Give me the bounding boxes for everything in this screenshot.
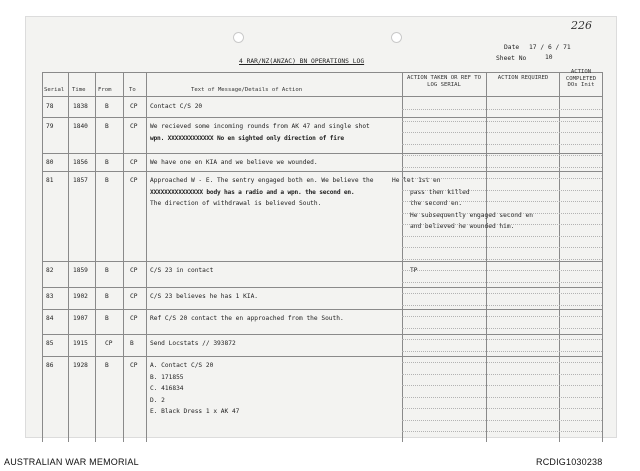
cell-to: CP — [130, 123, 138, 130]
ruled-line — [402, 328, 602, 329]
ruled-line — [402, 316, 602, 317]
ruled-line — [402, 282, 602, 283]
message-line: C/S 23 in contact — [150, 267, 214, 274]
cell-from: B — [105, 267, 109, 274]
ruled-line — [402, 178, 602, 179]
ruled-line — [402, 213, 602, 214]
table-top-border — [42, 72, 602, 73]
cell-time: 1902 — [73, 293, 88, 300]
message-line: We recieved some incoming rounds from AK 47 and single shot — [150, 123, 370, 130]
cell-from: B — [105, 123, 109, 130]
col-divider — [68, 72, 69, 442]
ruled-line — [402, 236, 602, 237]
cell-time: 1840 — [73, 123, 88, 130]
sheet-label: Sheet No — [496, 55, 527, 62]
cell-to: CP — [130, 103, 138, 110]
ruled-line — [402, 293, 602, 294]
col-divider — [559, 72, 560, 442]
message-line: Ref C/S 20 contact the en approached from the South. — [150, 315, 344, 322]
cell-from: CP — [105, 340, 113, 347]
cell-time: 1857 — [73, 177, 88, 184]
cell-to: CP — [130, 177, 138, 184]
message-line: C. 416834 — [150, 385, 184, 392]
sheet-value: 10 — [545, 54, 553, 61]
message-line: wpn. XXXXXXXXXXXXX No en sighted only direction of fire — [150, 134, 344, 142]
cell-from: B — [105, 103, 109, 110]
cell-serial: 83 — [46, 293, 54, 300]
ruled-line — [402, 385, 602, 386]
ruled-line — [402, 201, 602, 202]
col-divider — [123, 72, 124, 442]
cell-to: CP — [130, 159, 138, 166]
ruled-line — [402, 362, 602, 363]
cell-to: CP — [130, 293, 138, 300]
row-divider — [42, 334, 602, 335]
row-divider — [42, 171, 602, 172]
ruled-line — [402, 339, 602, 340]
message-line: Approached W - E. The sentry engaged both en. We believe the — [150, 177, 374, 184]
cell-time: 1915 — [73, 340, 88, 347]
ruled-line — [402, 247, 602, 248]
cell-time: 1856 — [73, 159, 88, 166]
action-note: pass then killed — [410, 188, 470, 196]
cell-time: 1928 — [73, 362, 88, 369]
action-note: TP — [410, 267, 418, 274]
col-header-text: Text of Message/Details of Action — [191, 87, 303, 93]
col-divider — [146, 72, 147, 442]
ruled-line — [402, 144, 602, 145]
cell-serial: 78 — [46, 103, 54, 110]
ruled-line — [402, 397, 602, 398]
col-header-action-taken: ACTION TAKEN OR REF TO LOG SERIAL — [406, 75, 482, 88]
message-line: B. 171855 — [150, 373, 184, 381]
ruled-line — [402, 132, 602, 133]
ruled-line — [402, 270, 602, 271]
cell-from: B — [105, 177, 109, 184]
action-note: and believed he wounded him. — [410, 223, 515, 230]
cell-serial: 80 — [46, 159, 54, 166]
ruled-line — [402, 420, 602, 421]
col-divider — [95, 72, 96, 442]
message-line: The direction of withdrawal is believed South. — [150, 200, 322, 207]
cell-serial: 85 — [46, 340, 54, 347]
row-divider — [42, 356, 602, 357]
col-divider — [402, 72, 403, 442]
ruled-line — [402, 305, 602, 306]
row-divider — [42, 261, 602, 262]
col-header-to: To — [129, 87, 136, 93]
cell-serial: 81 — [46, 177, 54, 184]
ruled-line — [402, 155, 602, 156]
message-line: E. Black Dress 1 x AK 47 — [150, 408, 240, 415]
row-divider — [42, 309, 602, 310]
cell-to: CP — [130, 315, 138, 322]
header-bottom-border — [42, 96, 602, 97]
action-note: He let 1st en — [392, 177, 441, 184]
message-line: A. Contact C/S 20 — [150, 362, 214, 369]
cell-from: B — [105, 362, 109, 369]
cell-to: CP — [130, 362, 138, 369]
message-line: Send Locstats // 393872 — [150, 340, 236, 347]
message-line: C/S 23 believes he has 1 KIA. — [150, 293, 259, 300]
date-value: 17 / 6 / 71 — [529, 44, 571, 51]
col-divider — [602, 72, 603, 442]
footer-credit: AUSTRALIAN WAR MEMORIAL — [4, 457, 139, 467]
ruled-line — [402, 431, 602, 432]
cell-time: 1859 — [73, 267, 88, 274]
footer-id: RCDIG1030238 — [536, 457, 603, 467]
ruled-line — [402, 121, 602, 122]
message-line: Contact C/S 20 — [150, 103, 203, 110]
cell-to: B — [130, 340, 134, 347]
action-note: the second en. — [410, 200, 463, 207]
cell-time: 1907 — [73, 315, 88, 322]
col-header-time: Time — [72, 87, 86, 93]
ruled-line — [402, 259, 602, 260]
cell-serial: 79 — [46, 123, 54, 130]
message-line: XXXXXXXXXXXXXXX body has a radio and a wpn. the second en. — [150, 188, 355, 196]
log-title: 4 RAR/NZ(ANZAC) BN OPERATIONS LOG — [239, 58, 365, 65]
document-page — [26, 17, 616, 437]
col-header-action-required: ACTION REQUIRED — [497, 75, 549, 81]
message-line: We have one en KIA and we believe we wounded. — [150, 159, 318, 166]
message-line: D. 2 — [150, 396, 165, 404]
ruled-line — [402, 351, 602, 352]
cell-from: B — [105, 315, 109, 322]
punch-hole-right — [391, 32, 402, 43]
ruled-line — [402, 408, 602, 409]
row-divider — [42, 117, 602, 118]
cell-serial: 82 — [46, 267, 54, 274]
date-label: Date — [504, 44, 520, 51]
action-note: He subsequently engaged second en — [410, 211, 533, 219]
handwritten-page-number: 226 — [571, 19, 592, 32]
col-divider — [486, 72, 487, 442]
punch-hole-left — [233, 32, 244, 43]
cell-from: B — [105, 293, 109, 300]
col-header-action-completed: ACTION COMPLETED DOs Init — [565, 69, 597, 88]
cell-serial: 84 — [46, 315, 54, 322]
col-divider — [42, 72, 43, 442]
row-divider — [42, 287, 602, 288]
col-header-from: From — [98, 87, 112, 93]
ruled-line — [402, 167, 602, 168]
row-divider — [42, 153, 602, 154]
ruled-line — [402, 109, 602, 110]
cell-serial: 86 — [46, 362, 54, 369]
ruled-line — [402, 374, 602, 375]
ruled-line — [402, 224, 602, 225]
ruled-line — [402, 190, 602, 191]
cell-to: CP — [130, 267, 138, 274]
cell-from: B — [105, 159, 109, 166]
cell-time: 1838 — [73, 103, 88, 110]
col-header-serial: Serial — [44, 87, 65, 93]
